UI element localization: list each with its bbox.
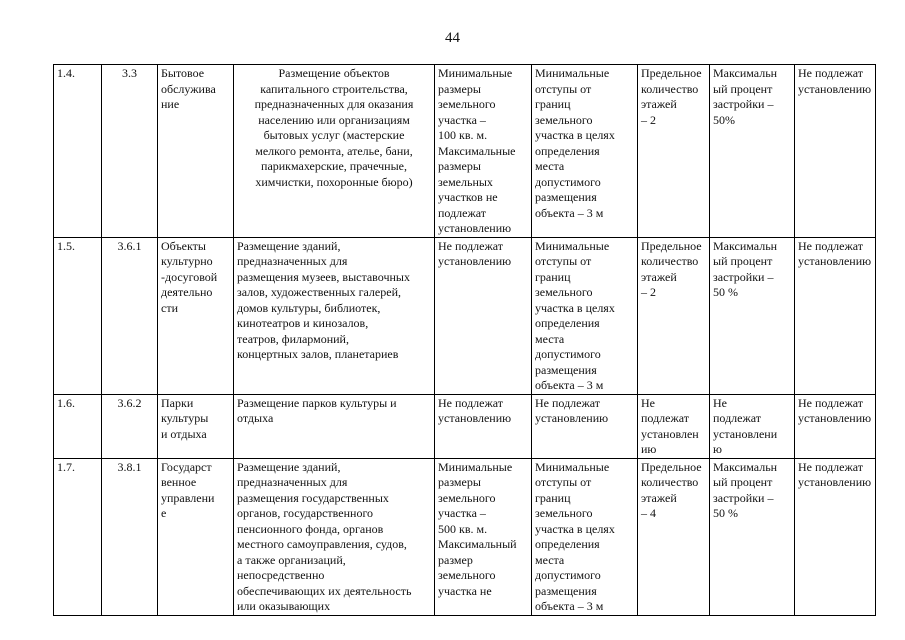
floor-limits: Предельное количество этажей – 2 <box>638 237 710 394</box>
other-limits: Не подлежат установлению <box>795 237 876 394</box>
land-size-limits: Не подлежат установлению <box>435 394 532 458</box>
coverage-limits: Максимальн ый процент застройки – 50% <box>710 65 795 238</box>
use-code: 3.8.1 <box>102 458 158 615</box>
row-number: 1.7. <box>54 458 102 615</box>
table-row <box>54 237 876 394</box>
use-description: Размещение зданий, предназначенных для размещения музеев, выставочных залов, художественных галерей, домов культуры, библиотек, кинотеатров и кинозалов, театров, филармоний, концертных залов, планетариев <box>234 237 435 394</box>
floor-limits: Предельное количество этажей – 2 <box>638 65 710 238</box>
coverage-limits: Не подлежат установлени ю <box>710 394 795 458</box>
page-number: 44 <box>445 30 460 46</box>
use-code: 3.3 <box>102 65 158 238</box>
land-size-limits: Минимальные размеры земельного участка – 500 кв. м. Максимальный размер земельного участка не <box>435 458 532 615</box>
row-number: 1.5. <box>54 237 102 394</box>
row-number: 1.4. <box>54 65 102 238</box>
other-limits: Не подлежат установлению <box>795 458 876 615</box>
use-description: Размещение объектов капитального строительства, предназначенных для оказания населению или организациям бытовых услуг (мастерские мелкого ремонта, ателье, бани, парикмахерские, прачечные, химчистки, похоронные бюро) <box>234 65 435 238</box>
other-limits: Не подлежат установлению <box>795 65 876 238</box>
floor-limits: Предельное количество этажей – 4 <box>638 458 710 615</box>
land-use-regulations-table <box>53 64 876 616</box>
use-name: Парки культуры и отдыха <box>158 394 234 458</box>
setback-limits: Минимальные отступы от границ земельного участка в целях определения места допустимого размещения объекта – 3 м <box>532 65 638 238</box>
use-name: Объекты культурно -досуговой деятельно сти <box>158 237 234 394</box>
use-name: Бытовое обслужива ние <box>158 65 234 238</box>
setback-limits: Не подлежат установлению <box>532 394 638 458</box>
setback-limits: Минимальные отступы от границ земельного участка в целях определения места допустимого размещения объекта – 3 м <box>532 237 638 394</box>
table-row <box>54 65 876 238</box>
use-description: Размещение зданий, предназначенных для размещения государственных органов, государственного пенсионного фонда, органов местного самоуправления, судов, а также организаций, непосредственно обеспечивающих их деятельность или оказывающих <box>234 458 435 615</box>
land-size-limits: Минимальные размеры земельного участка – 100 кв. м. Максимальные размеры земельных участков не подлежат установлению <box>435 65 532 238</box>
use-description: Размещение парков культуры и отдыха <box>234 394 435 458</box>
table-row <box>54 458 876 615</box>
land-size-limits: Не подлежат установлению <box>435 237 532 394</box>
use-code: 3.6.1 <box>102 237 158 394</box>
table-row <box>54 394 876 458</box>
setback-limits: Минимальные отступы от границ земельного участка в целях определения места допустимого размещения объекта – 3 м <box>532 458 638 615</box>
other-limits: Не подлежат установлению <box>795 394 876 458</box>
use-name: Государст венное управлени е <box>158 458 234 615</box>
row-number: 1.6. <box>54 394 102 458</box>
coverage-limits: Максимальн ый процент застройки – 50 % <box>710 458 795 615</box>
coverage-limits: Максимальн ый процент застройки – 50 % <box>710 237 795 394</box>
floor-limits: Не подлежат установлен ию <box>638 394 710 458</box>
use-code: 3.6.2 <box>102 394 158 458</box>
